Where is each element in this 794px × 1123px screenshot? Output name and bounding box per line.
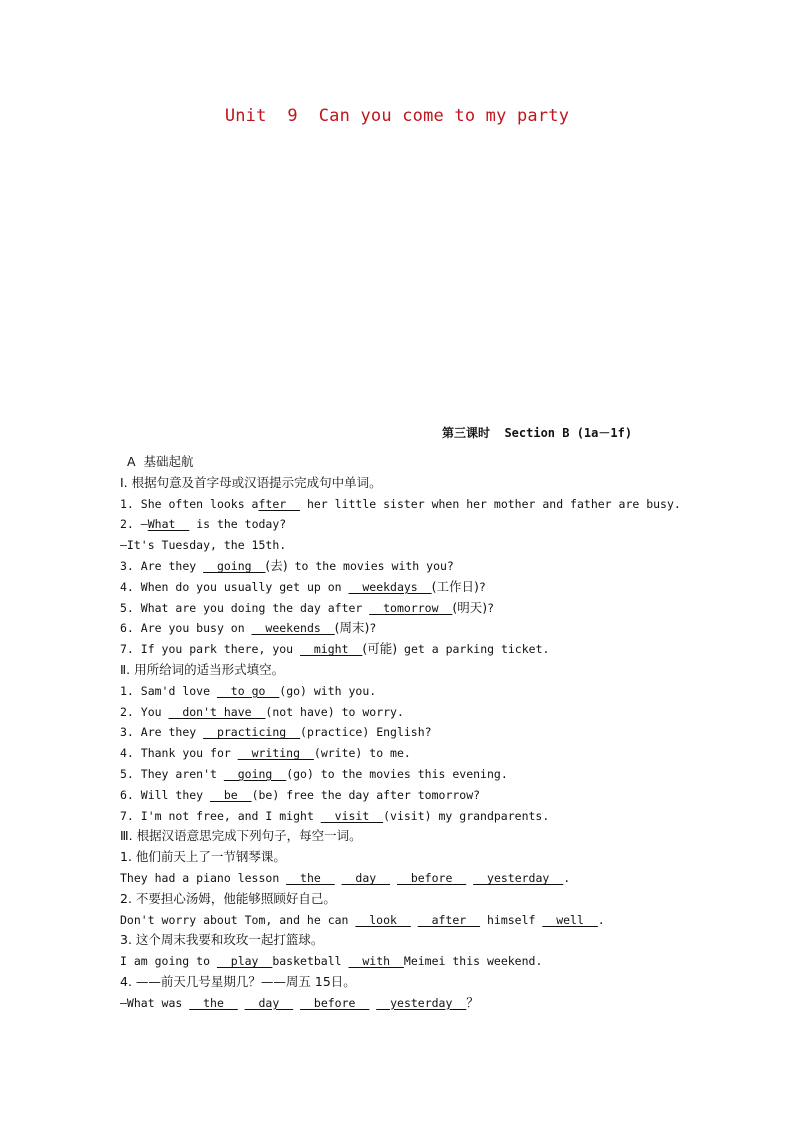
answer-blank: __yesterday__ — [473, 870, 564, 885]
part2-q4: 4. Thank you for __writing__(write) to me. — [120, 746, 411, 761]
part3-q4: —What was __the__ __day__ __before__ __yesterday__？ — [120, 994, 479, 1010]
part3-q2: Don't worry about Tom, and he can __look__ __after__ himself __well__. — [120, 912, 605, 927]
answer-blank: What — [147, 517, 190, 532]
answer-blank: __day__ — [341, 870, 391, 885]
part1-q3: 3. Are they __going__(去) to the movies with you? — [120, 557, 454, 573]
hint: (明天) — [452, 599, 488, 615]
answer-blank: __yesterday__ — [376, 995, 467, 1010]
part2-q3: 3. Are they __practicing__(practice) English? — [120, 725, 432, 740]
answer-blank: __going__ — [223, 766, 287, 781]
answer-blank: __the__ — [286, 870, 335, 885]
part1-q7: 7. If you park there, you __might__(可能) get a parking ticket. — [120, 641, 550, 657]
answer-blank: __after__ — [417, 912, 481, 927]
part3-q4-chinese: 4. ——前天几号星期几？——周五 15日。 — [120, 973, 356, 989]
part3-q3-chinese: 3. 这个周末我要和玫玫一起打篮球。 — [120, 932, 324, 948]
answer-blank: __might__ — [300, 642, 363, 657]
answer-blank: __going__ — [203, 558, 266, 573]
part2-heading: Ⅱ. 用所给词的适当形式填空。 — [120, 661, 285, 677]
hint: (周末) — [334, 620, 370, 636]
part1-q5: 5. What are you doing the day after __tomorrow__(明天)? — [120, 599, 495, 615]
part1-q4: 4. When do you usually get up on __weekdays__(工作日)? — [120, 578, 486, 594]
part3-heading: Ⅲ. 根据汉语意思完成下列句子，每空一词。 — [120, 828, 362, 844]
answer-blank: __look__ — [355, 912, 411, 927]
part1-heading: Ⅰ. 根据句意及首字母或汉语提示完成句中单词。 — [120, 474, 382, 490]
answer-blank: __the__ — [189, 995, 238, 1010]
part1-q2-reply: —It's Tuesday, the 15th. — [120, 538, 287, 553]
answer-blank: fter — [258, 496, 301, 511]
answer-blank: __writing__ — [237, 746, 314, 761]
answer-blank: __be__ — [210, 787, 252, 802]
answer-blank: __play__ — [216, 954, 273, 969]
part3-q1: They had a piano lesson __the__ __day__ __before__ __yesterday__. — [120, 870, 571, 885]
part1-q1: 1. She often looks after her little sister when her mother and father are busy. — [120, 496, 681, 511]
answer-blank: __day__ — [244, 995, 294, 1010]
answer-blank: __well__ — [542, 912, 598, 927]
hint: (可能) — [362, 641, 398, 657]
answer-blank: __with__ — [348, 954, 404, 969]
part2-q5: 5. They aren't __going__(go) to the movies this evening. — [120, 766, 508, 781]
part3-q3: I am going to __play__basketball __with__Meimei this weekend. — [120, 954, 543, 969]
part2-q6: 6. Will they __be__(be) free the day after tomorrow? — [120, 787, 481, 802]
part2-q7: 7. I'm not free, and I might __visit__(visit) my grandparents. — [120, 808, 550, 823]
answer-blank: __before__ — [300, 995, 370, 1010]
hint: (去) — [265, 557, 288, 573]
answer-blank: __don't have__ — [168, 704, 266, 719]
part3-q1-chinese: 1. 他们前天上了一节钢琴课。 — [120, 849, 286, 865]
part2-q1: 1. Sam'd love __to go__(go) with you. — [120, 683, 377, 698]
part1-q2: 2. —What is the today? — [120, 517, 287, 532]
part2-q2: 2. You __don't have__(not have) to worry. — [120, 704, 404, 719]
part1-q6: 6. Are you busy on __weekends__(周末)? — [120, 620, 377, 636]
answer-blank: __tomorrow__ — [369, 600, 453, 615]
answer-blank: __practicing__ — [203, 725, 301, 740]
answer-blank: __weekends__ — [251, 621, 335, 636]
answer-blank: __before__ — [396, 870, 467, 885]
document-title: Unit 9 Can you come to my party — [224, 106, 570, 126]
part3-q2-chinese: 2. 不要担心汤姆，他能够照顾好自己。 — [120, 890, 336, 906]
answer-blank: __to go__ — [216, 683, 280, 698]
answer-blank: __weekdays__ — [348, 579, 432, 594]
exercise-content — [120, 452, 720, 1014]
sub-heading-a: A 基础起航 — [127, 454, 194, 469]
hint: (工作日) — [431, 578, 479, 594]
section-heading: 第三课时 Section B (1a－1f) — [442, 426, 633, 440]
answer-blank: __visit__ — [320, 808, 384, 823]
